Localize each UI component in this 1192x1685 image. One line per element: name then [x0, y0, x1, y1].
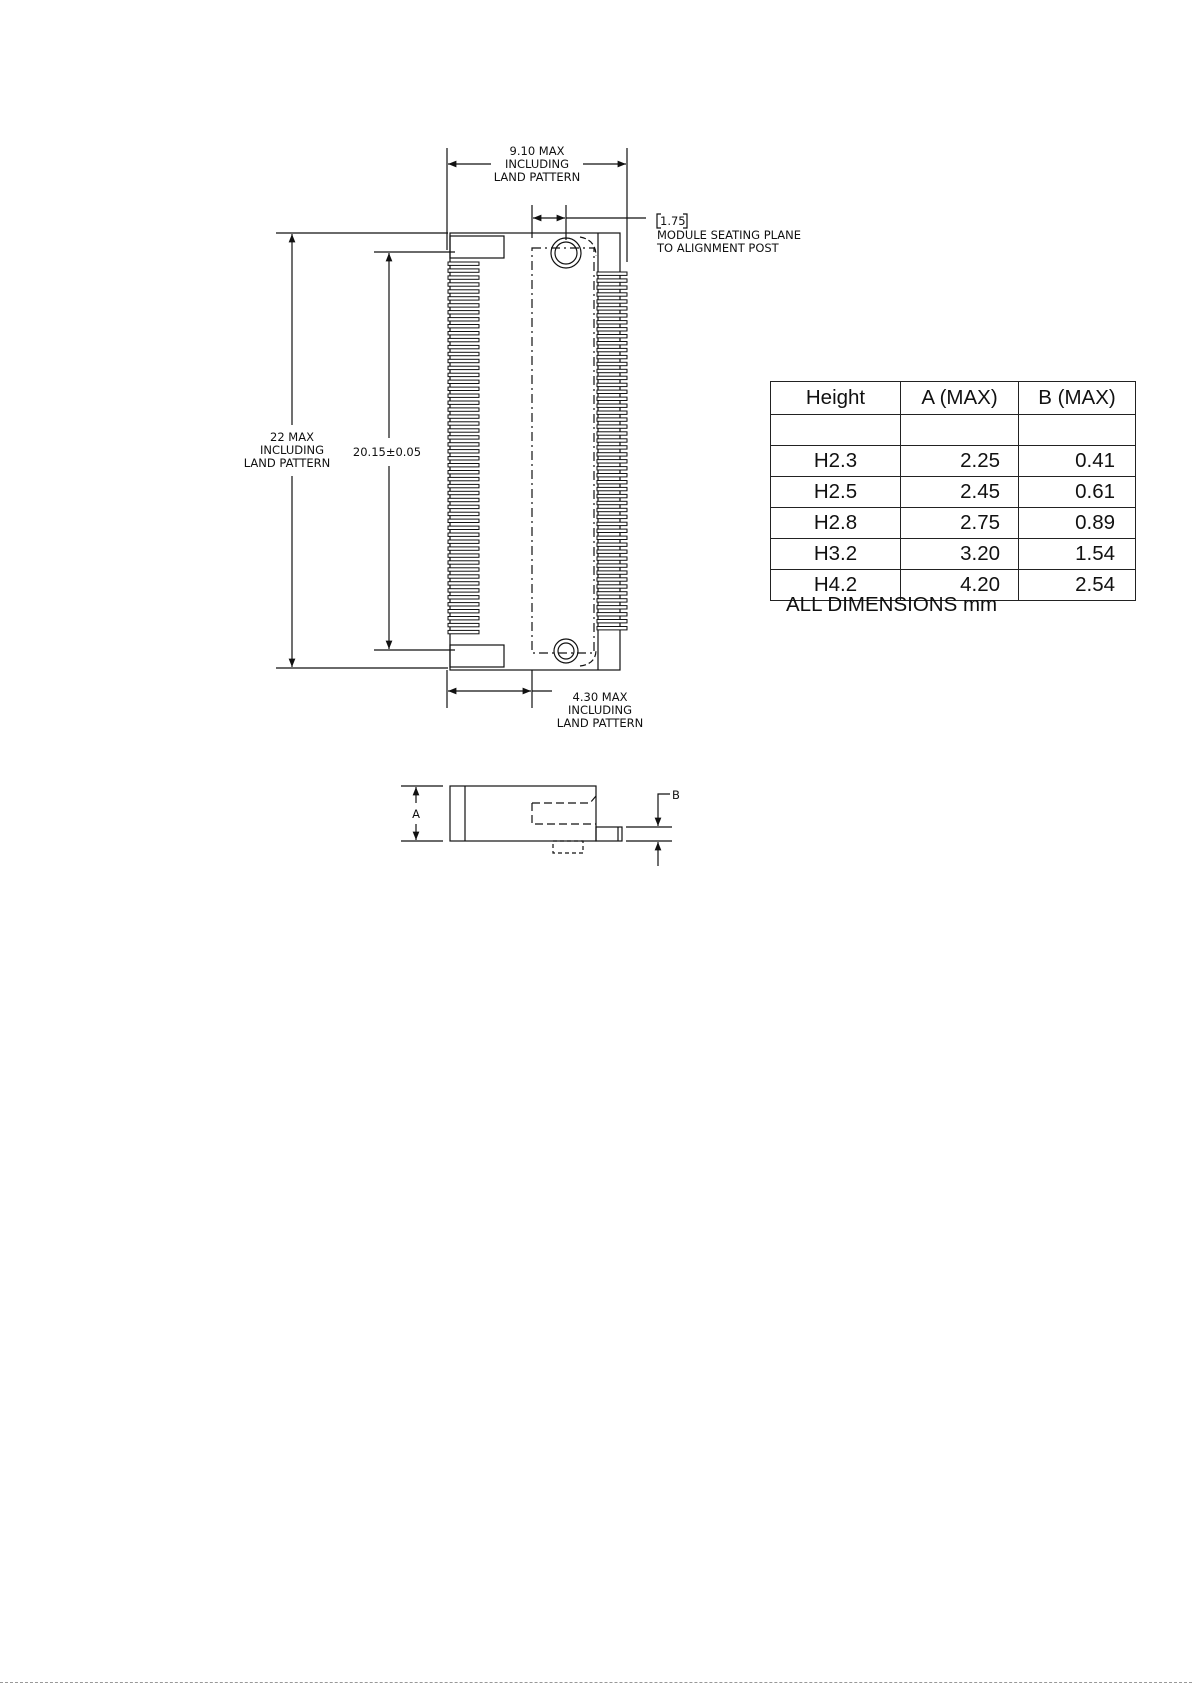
pin: [597, 508, 627, 511]
pin: [597, 474, 627, 477]
table-header-row: [771, 382, 1136, 415]
table-header: Height: [771, 382, 901, 415]
pin: [448, 338, 479, 341]
pin: [597, 467, 627, 470]
table-row: [771, 477, 1136, 508]
pin: [597, 355, 627, 358]
pin: [597, 627, 627, 630]
width-label-line1: 9.10 MAX: [509, 144, 565, 158]
pin: [597, 487, 627, 490]
table-cell: 2.45: [901, 477, 1019, 508]
pin: [597, 362, 627, 365]
pin: [448, 436, 479, 439]
table-cell: 0.61: [1019, 477, 1136, 508]
pin: [448, 540, 479, 543]
pin: [597, 620, 627, 623]
pin: [597, 571, 627, 574]
bottom-label-line3: LAND PATTERN: [556, 716, 644, 730]
pin: [448, 589, 479, 592]
pin: [597, 557, 627, 560]
seating-label-line2: TO ALIGNMENT POST: [657, 241, 779, 255]
pin: [448, 547, 479, 550]
pin: [597, 439, 627, 442]
pin: [448, 505, 479, 508]
pin: [448, 471, 479, 474]
length-label-line1: 22 MAX: [270, 430, 314, 444]
pin: [597, 453, 627, 456]
pin: [597, 432, 627, 435]
pin: [448, 596, 479, 599]
pin: [597, 481, 627, 484]
side-view: [401, 786, 672, 866]
pin: [597, 286, 627, 289]
table-header: B (MAX): [1019, 382, 1136, 415]
length-label-line3: LAND PATTERN: [243, 456, 331, 470]
pin: [448, 477, 479, 480]
table-row: [771, 508, 1136, 539]
pin: [448, 526, 479, 529]
table-cell: H2.5: [771, 477, 901, 508]
table-cell: H3.2: [771, 539, 901, 570]
table-cell: H2.3: [771, 446, 901, 477]
pin: [448, 283, 479, 286]
pin: [597, 501, 627, 504]
pin: [597, 446, 627, 449]
pin: [448, 373, 479, 376]
pin: [448, 498, 479, 501]
table-cell: 2.25: [901, 446, 1019, 477]
table-cell: 0.89: [1019, 508, 1136, 539]
pin: [597, 522, 627, 525]
pin: [448, 359, 479, 362]
pin: [448, 345, 479, 348]
pin: [448, 290, 479, 293]
bottom-label-line2: INCLUDING: [567, 703, 633, 717]
table-cell: 2.54: [1019, 570, 1136, 601]
pin: [597, 390, 627, 393]
pin: [597, 411, 627, 414]
pin: [448, 366, 479, 369]
page-bottom-rule: [0, 1682, 1192, 1683]
length-label-line2: INCLUDING: [259, 443, 325, 457]
pin: [597, 314, 627, 317]
pin: [448, 512, 479, 515]
pin: [448, 297, 479, 300]
bottom-label-line1: 4.30 MAX: [572, 690, 628, 704]
table-cell: 4.20: [901, 570, 1019, 601]
pin: [448, 401, 479, 404]
pin: [597, 293, 627, 296]
pin: [597, 328, 627, 331]
pin: [448, 269, 479, 272]
pin: [448, 422, 479, 425]
pin: [597, 613, 627, 616]
pin: [597, 529, 627, 532]
table-row: [771, 539, 1136, 570]
pin: [597, 606, 627, 609]
seating-label-line1: MODULE SEATING PLANE: [657, 228, 802, 242]
pin: [448, 352, 479, 355]
pin: [448, 429, 479, 432]
pin: [448, 380, 479, 383]
pin: [448, 603, 479, 606]
pin: [448, 304, 479, 307]
pin: [448, 554, 479, 557]
pin: [597, 515, 627, 518]
pin: [448, 262, 479, 265]
pin: [448, 610, 479, 613]
pin: [597, 418, 627, 421]
pin: [448, 568, 479, 571]
table-cell: H2.8: [771, 508, 901, 539]
pin: [448, 332, 479, 335]
width-label-line2: INCLUDING: [504, 157, 570, 171]
width-label-line3: LAND PATTERN: [493, 170, 581, 184]
pin: [448, 582, 479, 585]
pin: [597, 404, 627, 407]
pin: [448, 387, 479, 390]
left-pin-row: [448, 262, 479, 634]
pin: [448, 519, 479, 522]
dimensions-note: ALL DIMENSIONS mm: [786, 593, 998, 616]
table-cell: 2.75: [901, 508, 1019, 539]
pin: [448, 457, 479, 460]
pin: [597, 348, 627, 351]
pin: [597, 536, 627, 539]
pin: [448, 561, 479, 564]
right-pin-row: [597, 272, 627, 630]
pin: [597, 279, 627, 282]
table-cell: H4.2: [771, 570, 901, 601]
pin: [448, 617, 479, 620]
pin: [448, 325, 479, 328]
pin: [597, 543, 627, 546]
pin: [448, 408, 479, 411]
seating-value: 1.75: [660, 214, 686, 228]
pin: [448, 630, 479, 633]
pin: [448, 318, 479, 321]
pin: [597, 564, 627, 567]
pin: [448, 533, 479, 536]
dimension-table: [770, 381, 1136, 601]
side-a-label: A: [412, 807, 420, 821]
table-header: A (MAX): [901, 382, 1019, 415]
pin: [597, 578, 627, 581]
pin: [597, 592, 627, 595]
pin: [448, 443, 479, 446]
pin: [448, 484, 479, 487]
pin: [448, 415, 479, 418]
pin: [597, 335, 627, 338]
table-cell: 0.41: [1019, 446, 1136, 477]
pin: [597, 599, 627, 602]
pin: [597, 550, 627, 553]
pin: [448, 491, 479, 494]
pin: [448, 311, 479, 314]
pin: [448, 276, 479, 279]
pin: [597, 460, 627, 463]
table-row: [771, 446, 1136, 477]
pin: [597, 494, 627, 497]
pin: [597, 300, 627, 303]
pin: [448, 623, 479, 626]
table-cell: 1.54: [1019, 539, 1136, 570]
pin: [597, 369, 627, 372]
pin: [448, 450, 479, 453]
pin: [597, 272, 627, 275]
pin: [597, 376, 627, 379]
pin: [448, 394, 479, 397]
pitch-span-label: 20.15±0.05: [352, 445, 422, 459]
pin: [597, 307, 627, 310]
pin: [597, 321, 627, 324]
pin: [448, 575, 479, 578]
pin: [597, 342, 627, 345]
pin: [597, 585, 627, 588]
table-cell: 3.20: [901, 539, 1019, 570]
pin: [597, 397, 627, 400]
pin: [597, 383, 627, 386]
pin: [597, 425, 627, 428]
pin: [448, 464, 479, 467]
side-b-label: B: [672, 788, 680, 802]
